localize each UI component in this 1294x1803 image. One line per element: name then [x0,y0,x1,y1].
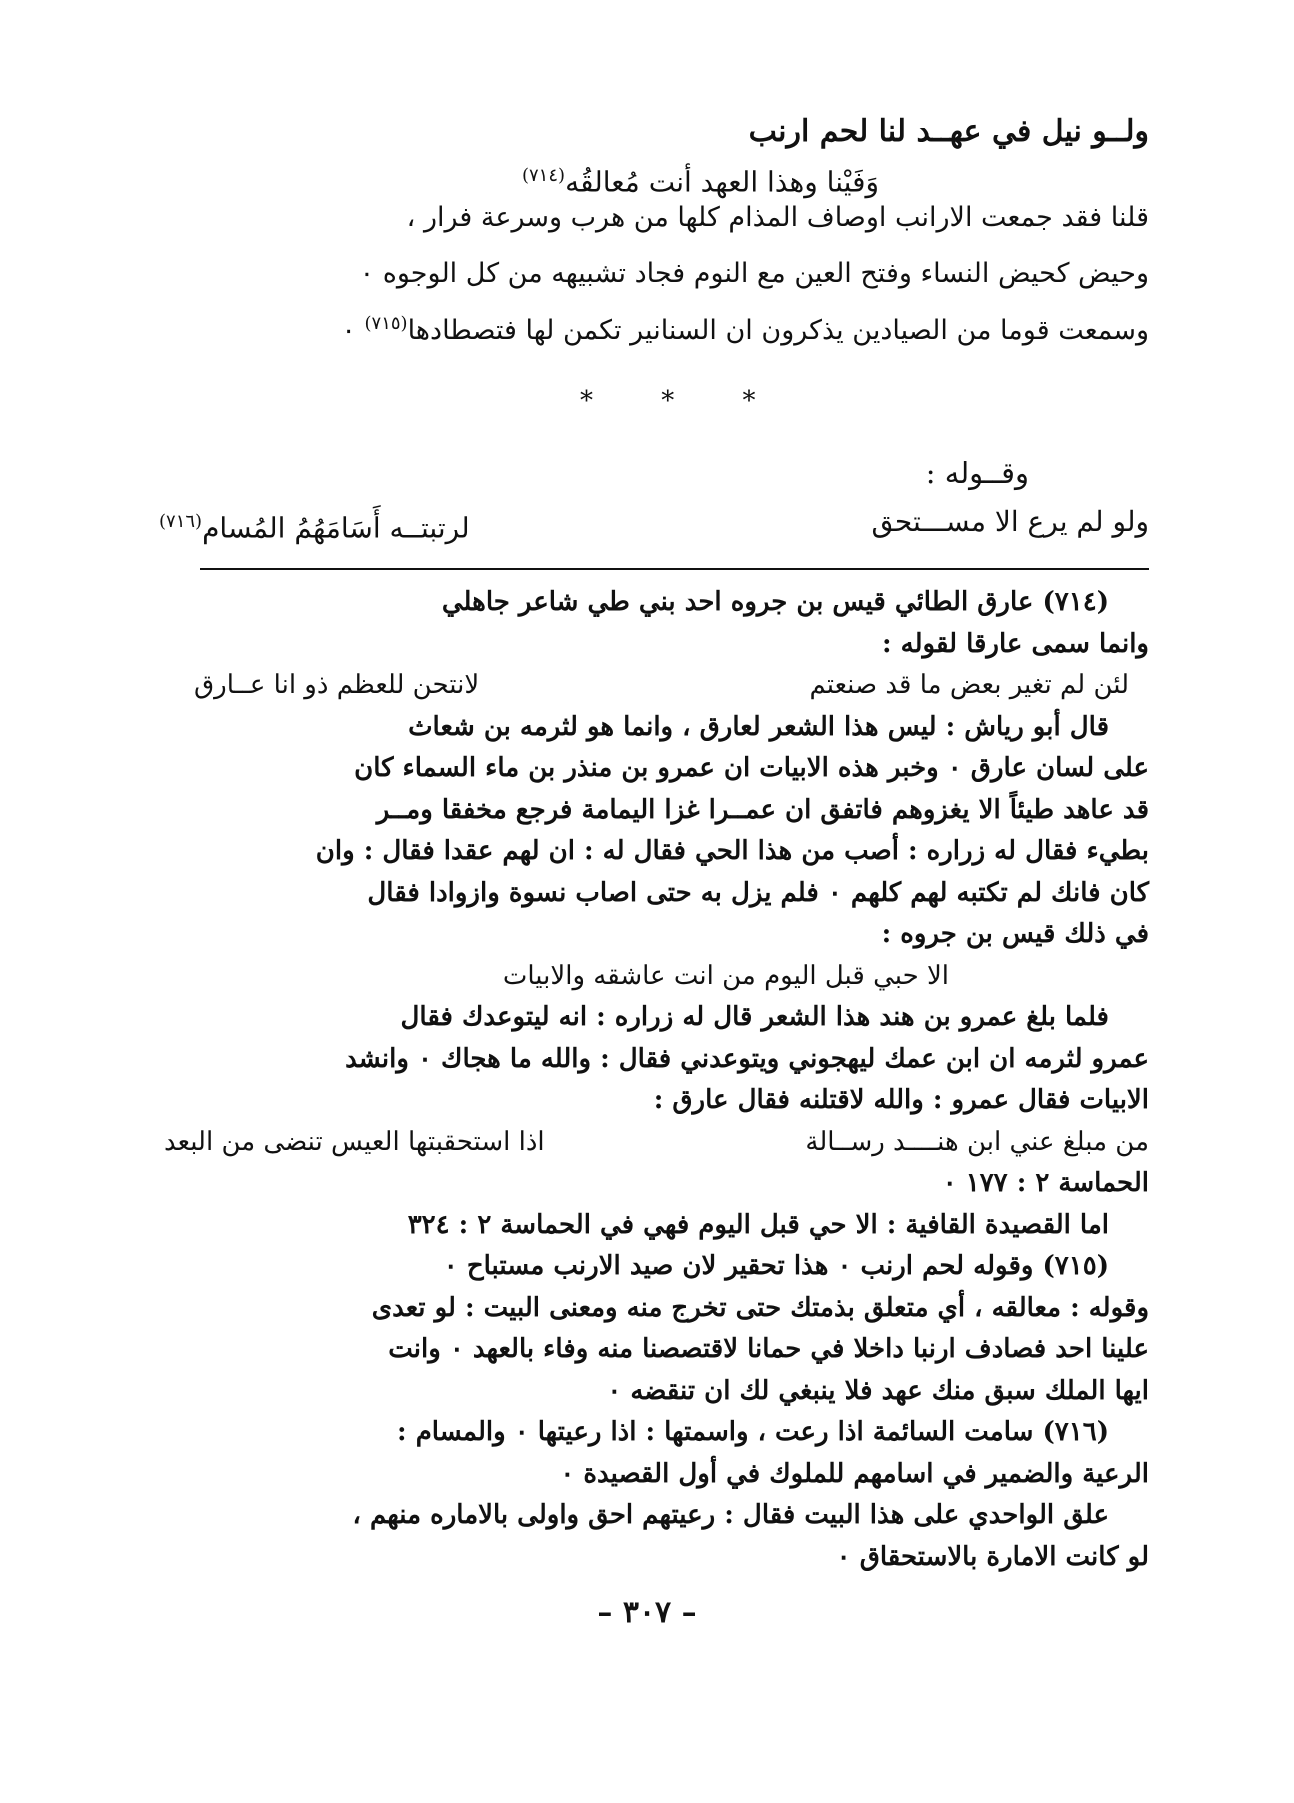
footnote-line: علق الواحدي على هذا البيت فقال : رعيتهم احق واولى بالاماره منهم ، [352,1500,1109,1530]
footnote-ref-715: (٧١٥) [364,313,408,334]
footnote-line: لو كانت الامارة بالاستحقاق ٠ [836,1541,1149,1572]
verse-2-hemistich-2 [159,500,470,550]
footnote-verse-hemistich: من مبلغ عني ابن هنــــد رســالة [805,1126,1149,1157]
footnote-line: (٧١٤) عارق الطائي قيس بن جروه احد بني طي شاعر جاهلي [441,587,1109,617]
footnote-verse [164,665,1149,707]
footnote-verse-hemistich: اذا استحقبتها العيس تنضى من البعد [164,1126,545,1157]
verse-2-hemistich-2-text: لرتبتــه أَسَامَهُمُ المُسام [202,511,470,545]
footnote-line: (٧١٥) وقوله لحم ارنب ٠ هذا تحقير لان صيد الارنب مستباح ٠ [443,1251,1109,1281]
footnote-line: الابيات فقال عمرو : والله لاقتلنه فقال عارق : [653,1085,1149,1115]
footnote-line: قد عاهد طيئاً الا يغزوهم فاتفق ان عمــرا غزا اليمامة فرجع مخفقا ومــر [376,794,1149,825]
footnote-line: الرعية والضمير في اسامهم للملوك في أول القصيدة ٠ [560,1458,1149,1489]
commentary-line: قلنا فقد جمعت الارانب اوصاف المذام كلها من هرب وسرعة فرار ، [406,202,1149,233]
footnote-line: عمرو لثرمه ان ابن عمك ليهجوني ويتوعدني فقال : والله ما هجاك ٠ وانشد [345,1043,1149,1074]
footnote-ref-714: (٧١٤) [521,165,566,186]
commentary-line-text: وسمعت قوما من الصيادين يذكرون ان السنانير تكمن لها فتصطادها [407,315,1149,346]
footnote-line: (٧١٦) سامت السائمة اذا رعت ، واسمتها : اذا رعيتها ٠ والمسام : [397,1417,1109,1447]
footnote-line: كان فانك لم تكتبه لهم كلهم ٠ فلم يزل به حتى اصاب نسوة وازوادا فقال [367,877,1149,908]
commentary [174,196,1149,353]
footnote-line: وقوله : معالقه ، أي متعلق بذمتك حتى تخرج منه ومعنى البيت : لو تعدى [371,1292,1149,1323]
verse-1-hemistich-2-text: وَفَيْنا وهذا العهد أنت مُعالقُه [565,165,879,199]
verse-2-hemistich-1: ولو لم يرع الا مســـتحق [871,505,1149,538]
footnotes [164,582,1149,1578]
footnote-line: في ذلك قيس بن جروه : [881,919,1149,949]
footnote-line: ايها الملك سبق منك عهد فلا ينبغي لك ان تنقضه ٠ [607,1375,1149,1406]
footnote-line: وانما سمى عارقا لقوله : [882,628,1149,659]
footnote-verse: الا حبي قبل اليوم من انت عاشقه والابيات [502,960,949,991]
commentary-line: وحيض كحيض النساء وفتح العين مع النوم فجاد تشبيهه من كل الوجوه ٠ [359,258,1149,289]
footnote-line: علينا احد فصادف ارنبا داخلا في حمانا لاقتصصنا منه وفاء بالعهد ٠ وانت [388,1334,1149,1364]
verse-1 [159,110,1149,204]
section-separator: * * * [580,386,786,416]
footnote-line: الحماسة ٢ : ١٧٧ ٠ [942,1168,1149,1198]
page-number: – ٣٠٧ – [597,1595,697,1630]
verse-1-hemistich-1: ولــو نيل في عهــد لنا لحم ارنب [748,114,1149,149]
quote-intro: وقــوله : [925,456,1029,490]
footnote-divider [200,568,1149,570]
footnote-ref-716: (٧١٦) [159,511,203,532]
verse-2 [159,500,1149,550]
footnote-verse-hemistich: لانتحن للعظم ذو انا عــارق [194,670,480,700]
footnote-verse-hemistich: لئن لم تغير بعض ما قد صنعتم [809,670,1129,700]
footnote-line: على لسان عارق ٠ وخبر هذه الابيات ان عمرو بن منذر بن ماء السماء كان [354,753,1149,783]
footnote-line: قال أبو رياش : ليس هذا الشعر لعارق ، وانما هو لثرمه بن شعاث [408,711,1109,742]
footnote-line: بطيء فقال له زراره : أصب من هذا الحي فقال له : ان لهم عقدا فقال : وان [315,836,1149,866]
footnote-verse [164,1122,1149,1164]
commentary-line: وسمعت قوما من الصيادين يذكرون ان السنانير تكمن لها فتصطادها$^{(٧١٥)}$ ٠ [341,313,1149,346]
footnote-line: فلما بلغ عمرو بن هند هذا الشعر قال له زراره : انه ليتوعدك فقال [400,1002,1109,1032]
footnote-line: اما القصيدة القافية : الا حي قبل اليوم فهي في الحماسة ٢ : ٣٢٤ [407,1209,1109,1240]
